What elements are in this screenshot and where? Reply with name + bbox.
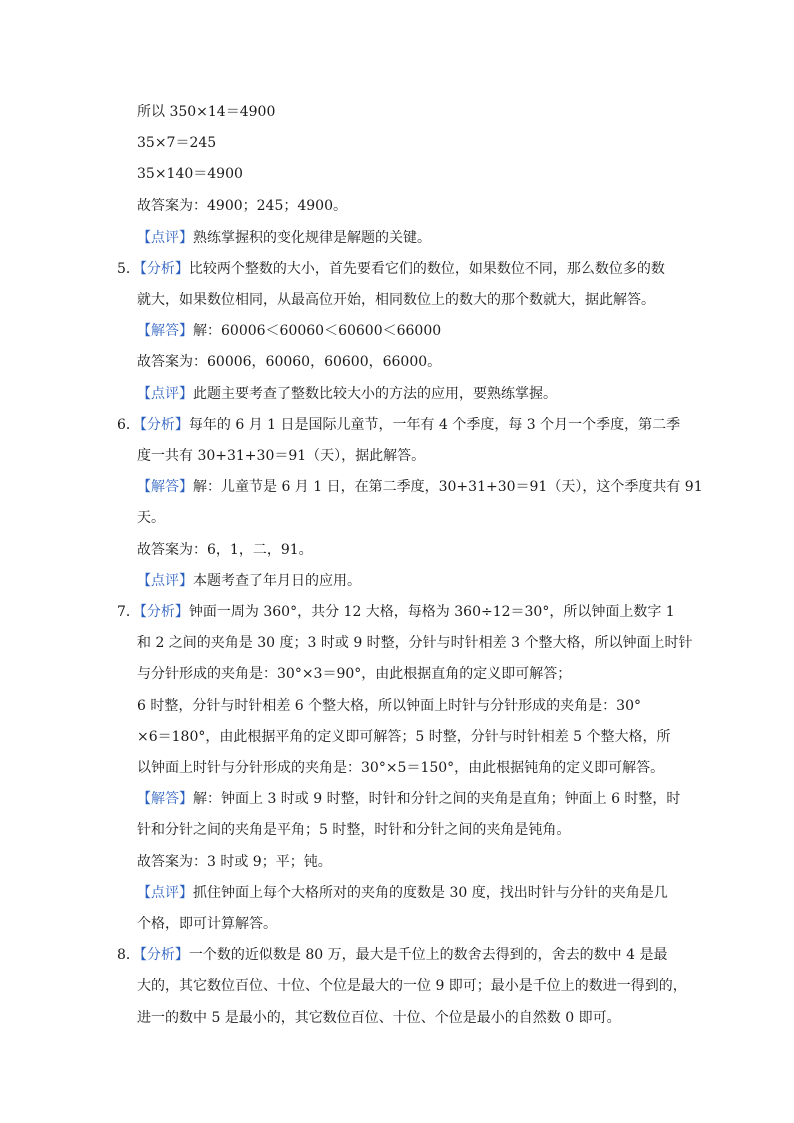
- line-text: 35×140＝4900: [137, 166, 243, 182]
- line-text: 8．: [117, 947, 140, 963]
- text-line: [137, 290, 655, 310]
- text-line: [137, 196, 347, 216]
- section-tag: 【解答】: [137, 323, 193, 339]
- line-text: 解：钟面上 3 时或 9 时整，时针和分针之间的夹角是直角；钟面上 6 时整，时: [193, 791, 681, 807]
- text-line: [117, 415, 680, 435]
- line-text: 钟面一周为 360°，共分 12 大格，每格为 360÷12＝30°，所以钟面上数字 1: [188, 604, 675, 620]
- text-line: [137, 664, 571, 684]
- line-text: 大的，其它数位百位、十位、个位是最大的一位 9 即可；最小是千位上的数进一得到的，: [137, 978, 687, 994]
- line-text: 度一共有 30+31+30＝91（天），据此解答。: [137, 448, 426, 464]
- text-line: [137, 883, 668, 903]
- line-text: 天。: [137, 510, 165, 526]
- text-line: [137, 852, 332, 872]
- text-line: [137, 352, 441, 372]
- text-line: [117, 945, 667, 965]
- line-text: 故答案为：6，1，二，91。: [137, 542, 313, 558]
- text-line: [137, 446, 425, 466]
- line-text: 7．: [117, 604, 140, 620]
- line-text: 就大，如果数位相同，从最高位开始，相同数位上的数大的那个数就大，据此解答。: [137, 292, 655, 308]
- section-tag: 【分析】: [139, 947, 189, 963]
- line-text: 每年的 6 月 1 日是国际儿童节，一年有 4 个季度，每 3 个月一个季度，第二季: [188, 417, 681, 433]
- text-line: [137, 164, 243, 184]
- line-text: 故答案为：4900；245；4900。: [137, 198, 347, 214]
- text-line: [137, 540, 313, 560]
- text-line: [137, 820, 570, 840]
- text-line: [137, 633, 693, 653]
- text-line: [117, 602, 675, 622]
- line-text: ×6＝180°，由此根据平角的定义即可解答；5 时整，分针与时针相差 5 个整大格，所: [137, 729, 671, 745]
- text-line: [137, 696, 641, 716]
- text-line: [117, 259, 665, 279]
- text-line: [137, 508, 165, 528]
- section-tag: 【分析】: [139, 417, 189, 433]
- text-line: [137, 914, 277, 934]
- text-line: [137, 571, 361, 591]
- text-line: [137, 384, 557, 404]
- section-tag: 【点评】: [137, 230, 193, 246]
- line-text: 此题主要考查了整数比较大小的方法的应用，要熟练掌握。: [193, 386, 557, 402]
- line-text: 抓住钟面上每个大格所对的夹角的度数是 30 度，找出时针与分针的夹角是几: [193, 885, 668, 901]
- line-text: 解：儿童节是 6 月 1 日，在第二季度，30+31+30＝91（天），这个季度共有 91: [193, 479, 703, 495]
- text-line: [137, 758, 664, 778]
- line-text: 所以 350×14＝4900: [137, 104, 276, 120]
- line-text: 和 2 之间的夹角是 30 度；3 时或 9 时整，分针与时针相差 3 个整大格，所以钟面上时针: [137, 635, 693, 651]
- section-tag: 【解答】: [137, 791, 193, 807]
- line-text: 故答案为：3 时或 9；平；钝。: [137, 854, 332, 870]
- line-text: 个格，即可计算解答。: [137, 916, 277, 932]
- text-line: [137, 1008, 621, 1028]
- line-text: 6．: [117, 417, 140, 433]
- text-line: [137, 321, 441, 341]
- section-tag: 【解答】: [137, 479, 193, 495]
- line-text: 6 时整，分针与时针相差 6 个整大格，所以钟面上时针与分针形成的夹角是：30°: [137, 698, 641, 714]
- line-text: 解：60006＜60060＜60600＜66000: [193, 323, 442, 339]
- text-line: [137, 477, 703, 497]
- section-tag: 【点评】: [137, 573, 193, 589]
- text-line: [137, 228, 431, 248]
- section-tag: 【分析】: [139, 261, 189, 277]
- line-text: 熟练掌握积的变化规律是解题的关键。: [193, 230, 431, 246]
- section-tag: 【点评】: [137, 885, 193, 901]
- text-line: [137, 976, 687, 996]
- line-text: 本题考查了年月日的应用。: [193, 573, 361, 589]
- line-text: 5．: [117, 261, 140, 277]
- line-text: 进一的数中 5 是最小的，其它数位百位、十位、个位是最小的自然数 0 即可。: [137, 1010, 621, 1026]
- line-text: 针和分针之间的夹角是平角；5 时整，时针和分针之间的夹角是钝角。: [137, 822, 571, 838]
- line-text: 一个数的近似数是 80 万，最大是千位上的数舍去得到的，舍去的数中 4 是最: [188, 947, 668, 963]
- text-line: [137, 133, 216, 153]
- section-tag: 【分析】: [139, 604, 189, 620]
- line-text: 比较两个整数的大小，首先要看它们的数位，如果数位不同，那么数位多的数: [188, 261, 665, 277]
- line-text: 35×7＝245: [137, 135, 217, 151]
- section-tag: 【点评】: [137, 386, 193, 402]
- line-text: 以钟面上时针与分针形成的夹角是：30°×5＝150°，由此根据钝角的定义即可解答。: [137, 760, 665, 776]
- text-line: [137, 727, 671, 747]
- line-text: 与分针形成的夹角是：30°×3＝90°，由此根据直角的定义即可解答；: [137, 666, 572, 682]
- text-line: [137, 789, 680, 809]
- text-line: [137, 102, 275, 122]
- line-text: 故答案为：60006，60060，60600，66000。: [137, 354, 442, 370]
